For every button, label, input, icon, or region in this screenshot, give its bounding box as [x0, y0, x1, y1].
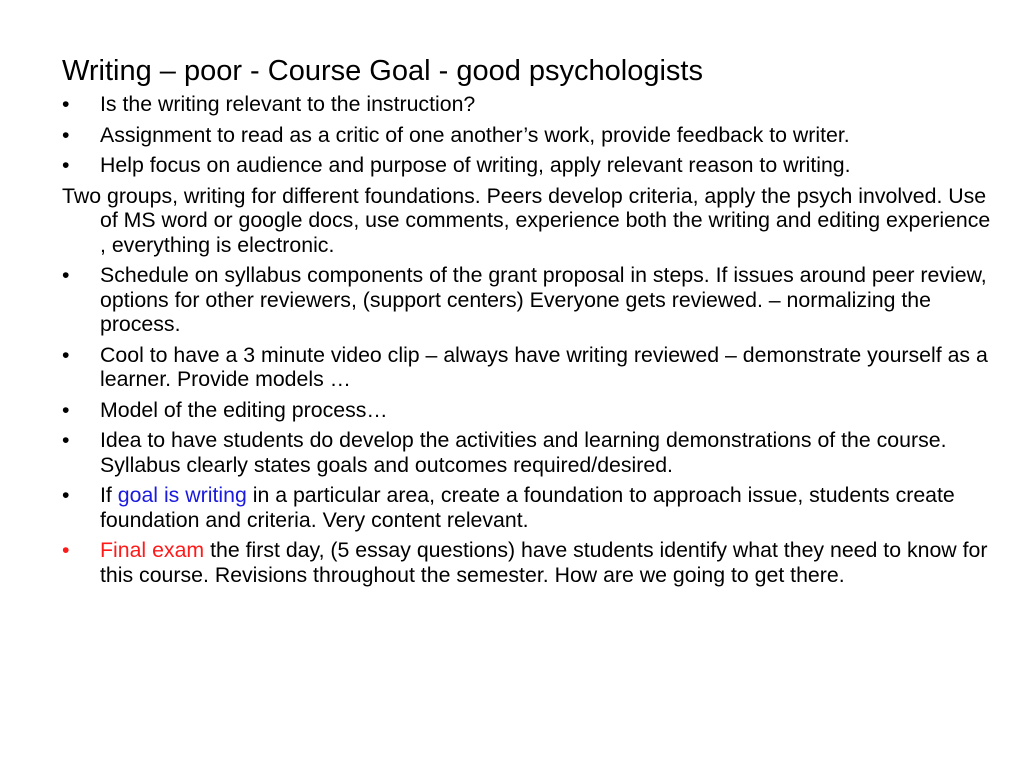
bullet-text — [100, 483, 955, 532]
bullet-icon: • — [62, 483, 70, 507]
highlight-goal-is-writing: goal is writing — [117, 483, 247, 507]
bullet-text: Assignment to read as a critic of one another’s work, provide feedback to writer. — [100, 122, 850, 147]
bullet-text: Cool to have a 3 minute video clip – always have writing reviewed – demonstrate yourself as a learner. Provide models … — [100, 342, 988, 391]
bullet-item — [62, 92, 1002, 117]
bullet-icon: • — [62, 263, 70, 287]
bullet-item — [62, 263, 1002, 337]
bullet-icon: • — [62, 538, 70, 562]
bullet-item — [62, 398, 1002, 423]
bullet-text: Help focus on audience and purpose of writing, apply relevant reason to writing. — [100, 153, 851, 177]
bullet-item-final-exam — [62, 538, 1002, 587]
bullet-text: Model of the editing process… — [100, 397, 388, 422]
bullet-icon: • — [62, 122, 70, 147]
highlight-final-exam: Final exam — [100, 538, 205, 562]
paragraph: Two groups, writing for different foundations. Peers develop criteria, apply the psych involved. Use of MS word or google docs, use comments, experience both the writing and editing experience , everything is electronic. — [62, 183, 991, 257]
bullet-icon: • — [62, 397, 70, 422]
bullet-text: Schedule on syllabus components of the grant proposal in steps. If issues around peer review, options for other reviewers, (support centers) Everyone gets reviewed. – normalizing the process. — [100, 263, 987, 336]
bullet-icon: • — [62, 153, 70, 177]
bullet-icon: • — [62, 92, 70, 116]
bullet-text: Idea to have students do develop the activities and learning demonstrations of the course. Syllabus clearly states goals and outcomes required/desired. — [100, 428, 947, 477]
bullet-item — [62, 123, 1002, 148]
bullet-text-pre: If — [100, 483, 118, 507]
bullet-item — [62, 428, 1002, 477]
bullet-text-post: the first day, (5 essay questions) have students identify what they need to know for this course. Revisions throughout the semester. How are we going to get there. — [100, 538, 988, 587]
slide-content — [62, 54, 1002, 593]
bullet-text — [100, 538, 987, 587]
slide-title: Writing – poor - Course Goal - good psychologists — [62, 55, 703, 87]
bullet-item — [62, 483, 1002, 532]
bullet-item — [62, 153, 1002, 178]
bullet-icon: • — [62, 342, 70, 367]
bullet-text: Is the writing relevant to the instruction? — [100, 92, 476, 116]
bullet-text-post: in a particular area, create a foundation to approach issue, students create foundation and criteria. Very content relevant. — [100, 483, 955, 532]
bullet-item — [62, 343, 1002, 392]
bullet-icon: • — [62, 428, 70, 452]
